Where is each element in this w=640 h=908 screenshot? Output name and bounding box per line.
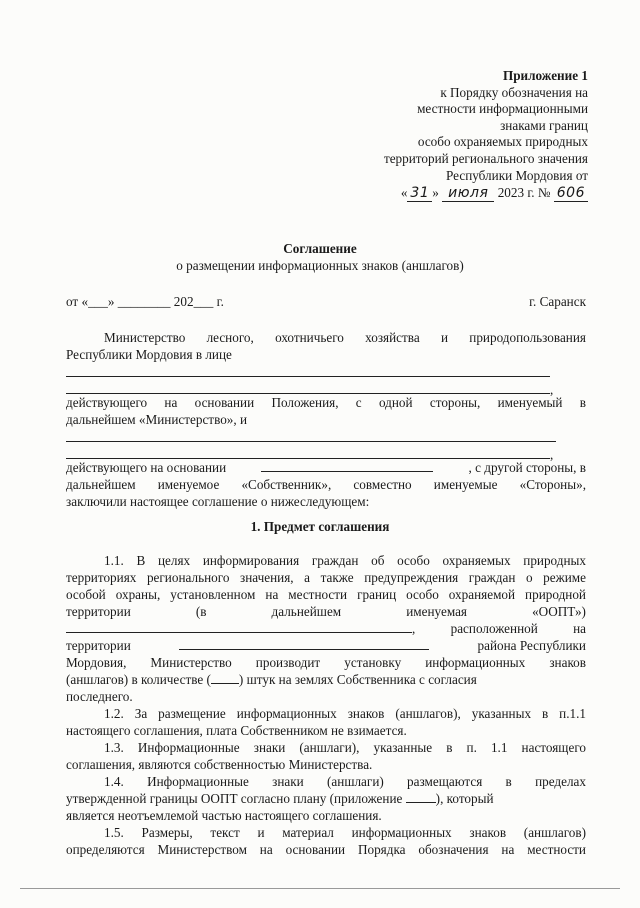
word: расположенной — [450, 621, 538, 636]
footer-rule — [20, 888, 620, 889]
appendix-date — [328, 185, 588, 202]
contract-city: г. Саранск — [529, 294, 586, 309]
clause-line: 1.3. Информационные знаки (аншлаги), указанные в п. 1.1 настоящего — [104, 740, 586, 755]
blank-field — [406, 791, 436, 803]
appendix-line: к Порядку обозначения на — [440, 84, 588, 100]
word: территории — [66, 604, 131, 619]
appendix-title: Приложение 1 — [502, 68, 588, 83]
word: на — [573, 621, 586, 636]
text-fragment: ) штук на землях Собственника с согласия — [238, 672, 477, 687]
clause-line — [66, 672, 586, 688]
preamble-line: дальнейшем «Министерство», и — [66, 412, 248, 427]
doc-number: 606 — [554, 185, 588, 202]
contract-date: от «___» ________ 202___ г. — [66, 294, 224, 309]
text-fragment: района Республики — [477, 638, 586, 653]
text-fragment: действующего на основании — [66, 460, 227, 475]
word: «ООПТ») — [532, 604, 586, 619]
appendix-line: местности информационными — [417, 101, 588, 117]
word: именуемая — [406, 604, 467, 619]
section-heading: 1. Предмет соглашения — [250, 519, 390, 534]
clause-line: соглашения, являются собственностью Министерства. — [66, 757, 373, 772]
date-day: 31 — [407, 185, 432, 202]
clause-line: определяются Министерством на основании Порядка обозначения на местности — [66, 842, 586, 857]
word: (в — [195, 604, 207, 619]
clause-line — [66, 638, 586, 654]
document-title — [0, 240, 640, 274]
appendix-line: знаками границ — [500, 117, 588, 133]
clause-line: является неотъемлемой частью настоящего соглашения. — [66, 808, 382, 823]
document-title-main: Соглашение — [283, 241, 357, 256]
clause-line: настоящего соглашения, плата Собственником не взимается. — [66, 723, 407, 738]
appendix-header — [328, 68, 588, 202]
comma: , — [550, 447, 554, 462]
blank-field — [66, 621, 412, 633]
clause-line: особой охраны, установленном на местности границ особо охраняемой природной — [66, 587, 586, 602]
blank-line — [66, 441, 556, 442]
clause-line — [66, 791, 586, 807]
appendix-line: территорий регионального значения — [383, 150, 588, 166]
clause-line: 1.4. Информационные знаки (аншлаги) размещаются в пределах — [104, 774, 586, 789]
clause-line: Мордовия, Министерство производит установку информационных знаков — [66, 655, 586, 670]
text-group — [66, 672, 477, 688]
preamble-line: дальнейшем именуемое «Собственник», совместно именуемые «Стороны», — [66, 477, 586, 492]
date-year: 2023 г. № — [497, 185, 551, 201]
document-title-sub: о размещении информационных знаков (аншлагов) — [176, 258, 464, 273]
appendix-line: особо охраняемых природных — [417, 134, 588, 150]
quote-open: « — [400, 185, 408, 201]
place-date-row — [66, 294, 586, 310]
text-fragment: утвержденной границы ООПТ согласно плану (приложение — [66, 791, 403, 806]
clause-line: последнего. — [66, 689, 133, 704]
word: территории — [66, 638, 131, 653]
quote-close: » — [432, 185, 439, 201]
clause-line: территориях регионального значения, а также предупреждения граждан о режиме — [66, 570, 586, 585]
text-fragment: ), который — [435, 791, 494, 806]
preamble-line: заключили настоящее соглашение о нижеследующем: — [66, 494, 370, 509]
preamble-line — [66, 460, 586, 476]
blank-field — [179, 638, 429, 650]
text-fragment: (аншлагов) в количестве ( — [66, 672, 211, 687]
text-group — [66, 791, 494, 807]
clause-line — [66, 604, 586, 620]
clause-line — [66, 621, 586, 637]
text-fragment: , с другой стороны, в — [468, 460, 586, 475]
appendix-line: Республики Мордовия от — [446, 167, 588, 183]
blank-field-group — [66, 621, 415, 637]
preamble-line: Республики Мордовия в лице — [66, 347, 232, 362]
blank-field — [261, 460, 433, 472]
comma: , — [550, 382, 554, 397]
blank-field — [211, 672, 239, 684]
comma: , — [412, 621, 416, 636]
preamble-line: действующего на основании Положения, с одной стороны, именуемый в — [66, 395, 586, 410]
word: дальнейшем — [271, 604, 342, 619]
blank-line — [66, 458, 550, 459]
clause-line: 1.1. В целях информирования граждан об особо охраняемых природных — [104, 553, 586, 568]
blank-line — [66, 376, 550, 377]
clause-line: 1.5. Размеры, текст и материал информационных знаков (аншлагов) — [104, 825, 586, 840]
preamble-line: Министерство лесного, охотничьего хозяйства и природопользования — [104, 330, 586, 345]
date-month: июля — [442, 185, 494, 202]
blank-line — [66, 393, 550, 394]
clause-line: 1.2. За размещение информационных знаков (аншлагов), указанных в п.1.1 — [104, 706, 586, 721]
